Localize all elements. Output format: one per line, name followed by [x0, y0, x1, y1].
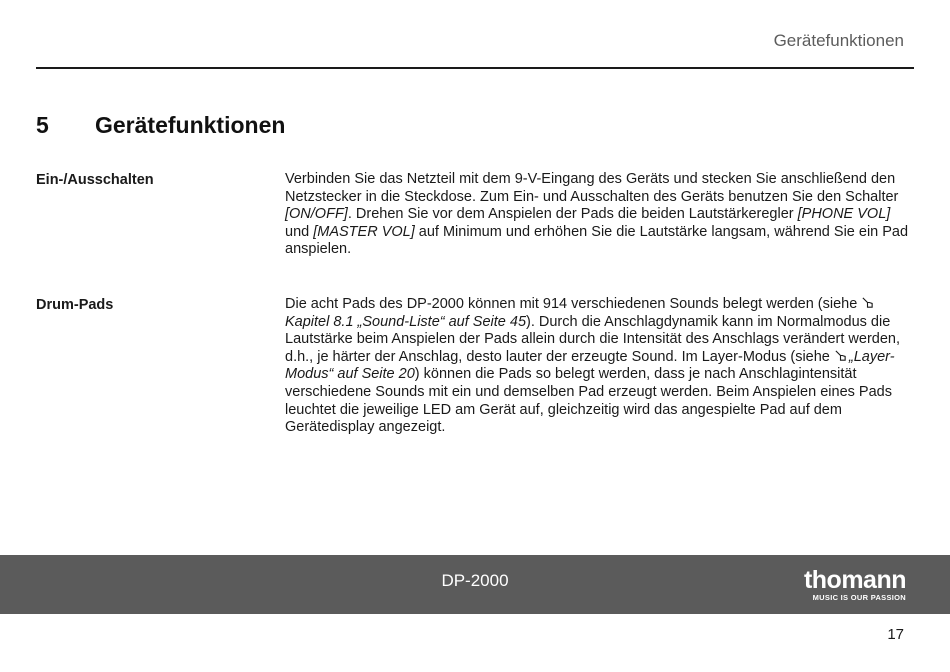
- running-header: Gerätefunktionen: [773, 31, 904, 50]
- section-paragraph: [285, 171, 912, 259]
- header-rule: [36, 67, 914, 69]
- control-label: [ON/OFF]: [285, 206, 348, 223]
- chapter-number: 5: [36, 112, 49, 138]
- brand-wordmark: thomann: [803, 566, 906, 594]
- reference-text: Kapitel 8.1 „Sound-Liste“ auf Seite 45: [285, 313, 527, 330]
- brand-tagline: MUSIC IS OUR PASSION: [812, 593, 906, 602]
- section-power: [36, 171, 912, 259]
- section-label: Drum-Pads: [36, 297, 114, 313]
- pointing-hand-icon: [861, 296, 874, 309]
- footer-model: DP-2000: [441, 571, 509, 590]
- section-body: [285, 296, 912, 437]
- section-paragraph: [285, 296, 912, 437]
- chapter-title: Gerätefunktionen: [95, 112, 286, 138]
- control-label: [PHONE VOL]: [797, 206, 891, 223]
- body-text: ). Durch die Anschlagdynamik kann im Normalmodus die Lautstärke beim Anspielen der Pads allein durch die Intensität des Anschlags verändert werden, d.h., je härter der Anschlag, desto lauter der erzeugte Sound. Im Layer-Modus (siehe: [285, 313, 901, 365]
- section-body: [285, 171, 912, 259]
- section-drum-pads: [36, 296, 912, 437]
- chapter-heading: [36, 112, 285, 139]
- body-text: Die acht Pads des DP-2000 können mit 914 verschiedenen Sounds belegt werden (siehe: [285, 296, 862, 312]
- body-text: ) können die Pads so belegt werden, dass je nach Anschlagintensität verschiedene Sounds mit ein und demselben Pad erzeugt werden. Beim Anspielen eines Pads leuchtet die jeweilige LED am Gerät auf, gleichzeitig wird das angespielte Pad auf dem Gerätedisplay angezeigt.: [285, 366, 892, 436]
- body-text: und: [285, 223, 314, 240]
- section-label: Ein-/Ausschalten: [36, 172, 154, 188]
- body-text: . Drehen Sie vor dem Anspielen der Pads die beiden Lautstärkeregler: [347, 206, 798, 223]
- brand-logo: [804, 567, 906, 603]
- footer-band: [0, 555, 950, 614]
- body-text: Verbinden Sie das Netzteil mit dem 9-V-Eingang des Geräts und stecken Sie anschließend den Netzstecker in die Steckdose. Zum Ein- und Ausschalten des Geräts benutzen Sie den Schalter: [285, 171, 899, 205]
- pointing-hand-icon: [834, 349, 847, 362]
- body-text: auf Minimum und erhöhen Sie die Lautstärke langsam, während Sie ein Pad anspielen.: [285, 223, 909, 258]
- reference-text: „Layer-Modus“ auf Seite 20: [285, 348, 895, 383]
- control-label: [MASTER VOL]: [313, 223, 415, 240]
- page-number: 17: [887, 626, 904, 643]
